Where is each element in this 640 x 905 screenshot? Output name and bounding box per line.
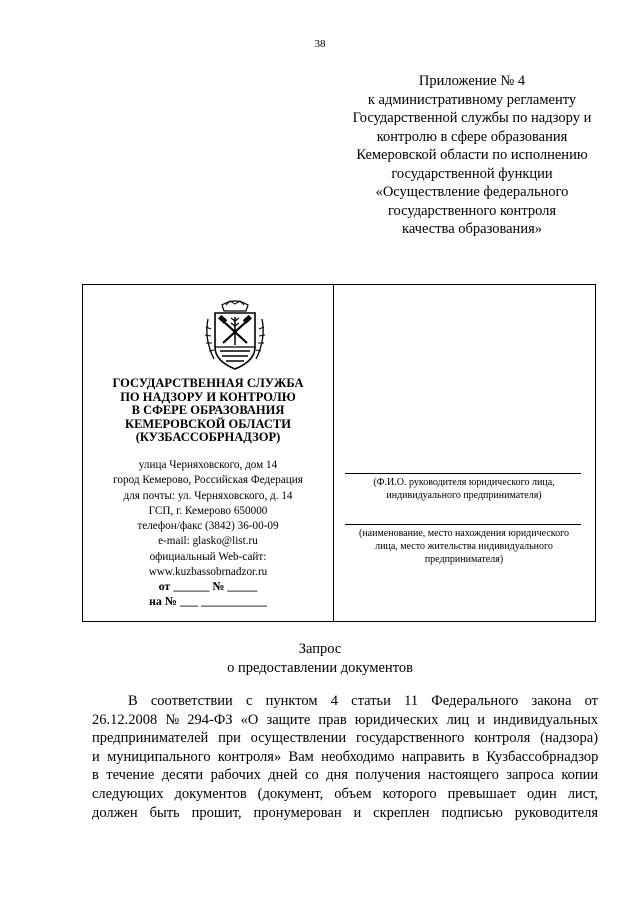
email-link[interactable]: e-mail: glasko@list.ru [158,535,258,548]
recipient-name-caption [335,476,593,502]
agency-line: КЕМЕРОВСКОЙ ОБЛАСТИ [125,416,291,431]
outgoing-number: от ______ № _____ [158,579,258,593]
appendix-line: контролю в сфере образования [376,128,568,145]
contact-line: для почты: ул. Черняховского, д. 14 [123,489,293,502]
document-subtitle: о предоставлении документов [227,659,413,676]
agency-line: ГОСУДАРСТВЕННАЯ СЛУЖБА [112,376,304,390]
recipient-name-line [345,473,581,474]
registration-number-fields [83,579,333,609]
agency-line: В СФЕРЕ ОБРАЗОВАНИЯ [131,403,285,418]
agency-line: (КУЗБАССОБРНАДЗОР) [135,430,281,445]
letterhead-form [82,284,596,622]
contact-line: телефон/факс (3842) 36-00-09 [137,520,279,533]
body-line: предпринимателей при осуществлении государственного контроля (надзора) [92,730,599,747]
appendix-header [322,72,622,239]
page-number: 38 [314,38,326,50]
caption-line: предпринимателя) [424,554,504,565]
body-line: должен быть прошит, пронумерован и скреплен подписью руководителя [92,804,598,821]
reply-to-number: на № ___ ___________ [149,594,267,608]
body-line: 26.12.2008 № 294-ФЗ «О защите прав юридических лиц и индивидуальных [92,711,598,728]
appendix-line: «Осуществление федерального [375,184,569,200]
appendix-line: качества образования» [402,221,542,237]
appendix-line: к административному регламенту [367,91,577,108]
body-line: в течение десяти рабочих дней со дня получения настоящего запроса копии [92,767,599,784]
appendix-line: государственного контроля [387,202,557,219]
document-heading [0,640,640,677]
contact-line: улица Черняховского, дом 14 [138,459,278,471]
appendix-line: государственной функции [391,165,553,182]
body-line: и муниципального контроля» Вам необходимо направить в Кузбассобрнадзор [92,748,599,765]
coat-of-arms-icon [200,299,270,373]
appendix-line: Государственной службы по надзору и [352,110,592,126]
document-body [92,692,598,822]
contact-line: город Кемерово, Российская Федерация [113,474,303,487]
website-link[interactable]: www.kuzbassobrnadzor.ru [148,566,268,579]
form-divider [333,285,334,621]
agency-line: ПО НАДЗОРУ И КОНТРОЛЮ [120,389,296,404]
body-line: следующих документов (документ, объем которого превышает один лист, [92,785,598,802]
recipient-address-caption [335,527,593,566]
caption-line: (наименование, место нахождения юридического [359,528,569,539]
caption-line: лица, место жительства индивидуального [375,541,553,552]
contact-line: официальный Web-сайт: [149,550,267,563]
appendix-line: Кемеровской области по исполнению [356,147,588,163]
recipient-address-line [345,524,581,525]
caption-line: индивидуального предпринимателя) [386,490,542,501]
document-title: Запрос [298,641,342,657]
appendix-line: Приложение № 4 [418,73,526,89]
caption-line: (Ф.И.О. руководителя юридического лица, [373,477,555,488]
agency-contacts [83,458,333,580]
contact-line: ГСП, г. Кемерово 650000 [148,504,268,517]
agency-name [83,377,333,445]
body-line: В соответствии с пунктом 4 статьи 11 Федерального закона от [128,693,598,709]
